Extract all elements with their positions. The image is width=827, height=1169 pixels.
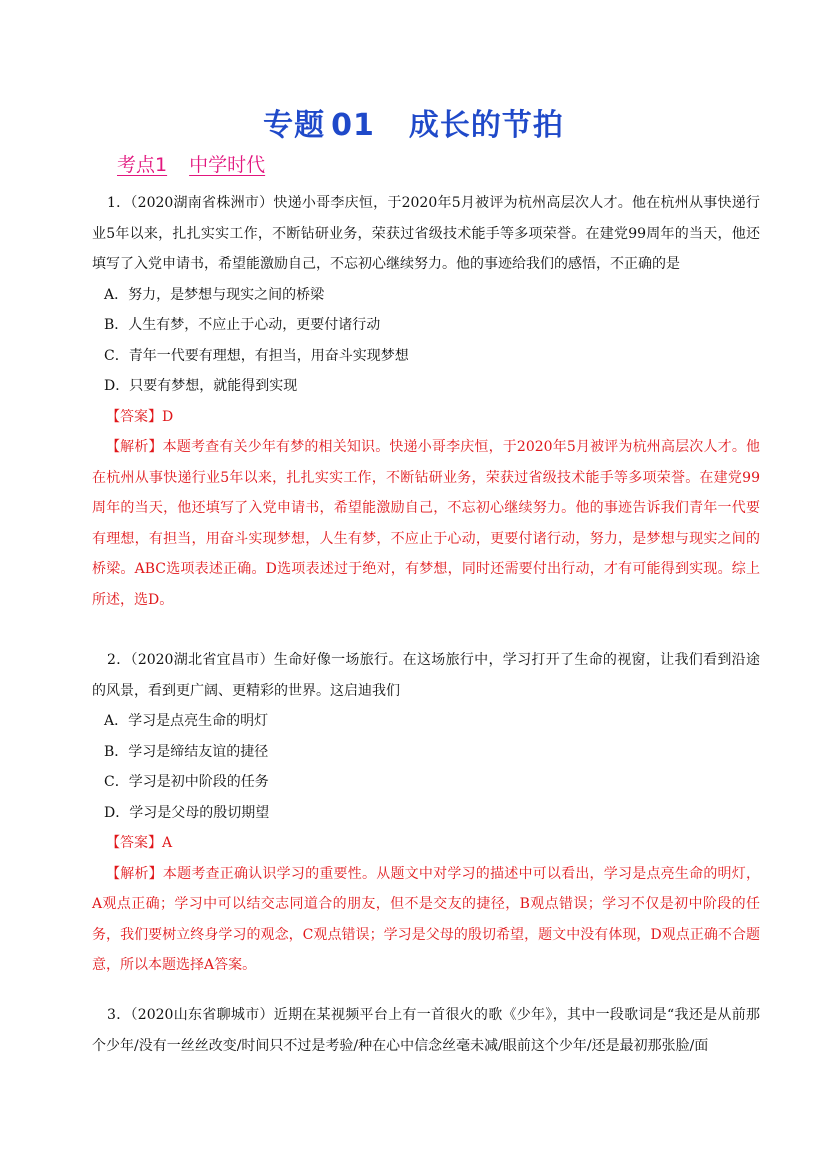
question-stem: 2．（2020湖北省宜昌市）生命好像一场旅行。在这场旅行中，学习打开了生命的视窗，让我们看到沿途的风景，看到更广阔、更精彩的世界。这启迪我们 [92,652,760,699]
option-a: A．学习是点亮生命的明灯 [104,713,269,729]
question-stem: 3．（2020山东省聊城市）近期在某视频平台上有一首很火的歌《少年》，其中一段歌词是“我还是从前那个少年/没有一丝丝改变/时间只不过是考验/种在心中信念丝毫未减/眼前这个少年/还是最初那张脸/面 [92,1007,760,1054]
answer-value: D [162,408,174,425]
answer-value: A [162,835,173,851]
option-d: D．只要有梦想，就能得到实现 [104,378,298,394]
section-label: 考点1 [117,154,168,176]
title-prefix: 专题 [263,108,326,143]
option-c: C．学习是初中阶段的任务 [104,774,269,790]
option-a: A．努力，是梦想与现实之间的桥梁 [104,286,325,303]
title-number: 01 [331,108,375,143]
option-b: B．学习是缔结友谊的捷径 [104,743,269,760]
question-stem: 1．（2020湖南省株洲市）快递小哥李庆恒，于2020年5月被评为杭州高层次人才。他在杭州从事快递行业5年以来，扎扎实实工作，不断钻研业务，荣获过省级技术能手等多项荣誉。在建党99周年的当天，他还填写了入党申请书，希望能激励自己，不忘初心继续努力。他的事迹给我们的感悟，不正确的是 [92,195,760,272]
answer-label: 【答案】 [106,835,162,851]
answer-line [92,402,760,433]
answer-line [92,828,760,859]
title-name: 成长的节拍 [408,108,564,143]
section-name: 中学时代 [189,154,266,176]
analysis-text: 【解析】本题考查有关少年有梦的相关知识。快递小哥李庆恒，于2020年5月被评为杭州高层次人才。他在杭州从事快递行业5年以来，扎扎实实工作，不断钻研业务，荣获过省级技术能手等多项荣誉。在建党99周年的当天，他还填写了入党申请书，希望能激励自己，不忘初心继续努力。他的事迹告诉我们青年一代要有理想，有担当，用奋斗实现梦想，人生有梦，不应止于心动，更要付诸行动，努力，是梦想与现实之间的桥梁。ABC选项表述正确。D选项表述过于绝对，有梦想，同时还需要付出行动，才有可能得到实现。综上所述，选D。 [92,439,760,608]
question-1 [92,188,760,615]
section-heading [117,150,265,177]
analysis-text: 【解析】本题考查正确认识学习的重要性。从题文中对学习的描述中可以看出，学习是点亮生命的明灯，A观点正确；学习中可以结交志同道合的朋友，但不是交友的捷径，B观点错误；学习不仅是初中阶段的任务，我们要树立终身学习的观念，C观点错误；学习是父母的殷切希望，题文中没有体现，D观点正确不合题意，所以本题选择A答案。 [92,865,760,973]
question-3 [92,1000,760,1061]
answer-label: 【答案】 [106,408,162,425]
option-c: C．青年一代要有理想，有担当，用奋斗实现梦想 [104,347,409,364]
option-d: D．学习是父母的殷切期望 [104,804,270,821]
page-title [0,100,827,144]
question-2 [92,645,760,981]
option-b: B．人生有梦，不应止于心动，更要付诸行动 [104,317,381,333]
